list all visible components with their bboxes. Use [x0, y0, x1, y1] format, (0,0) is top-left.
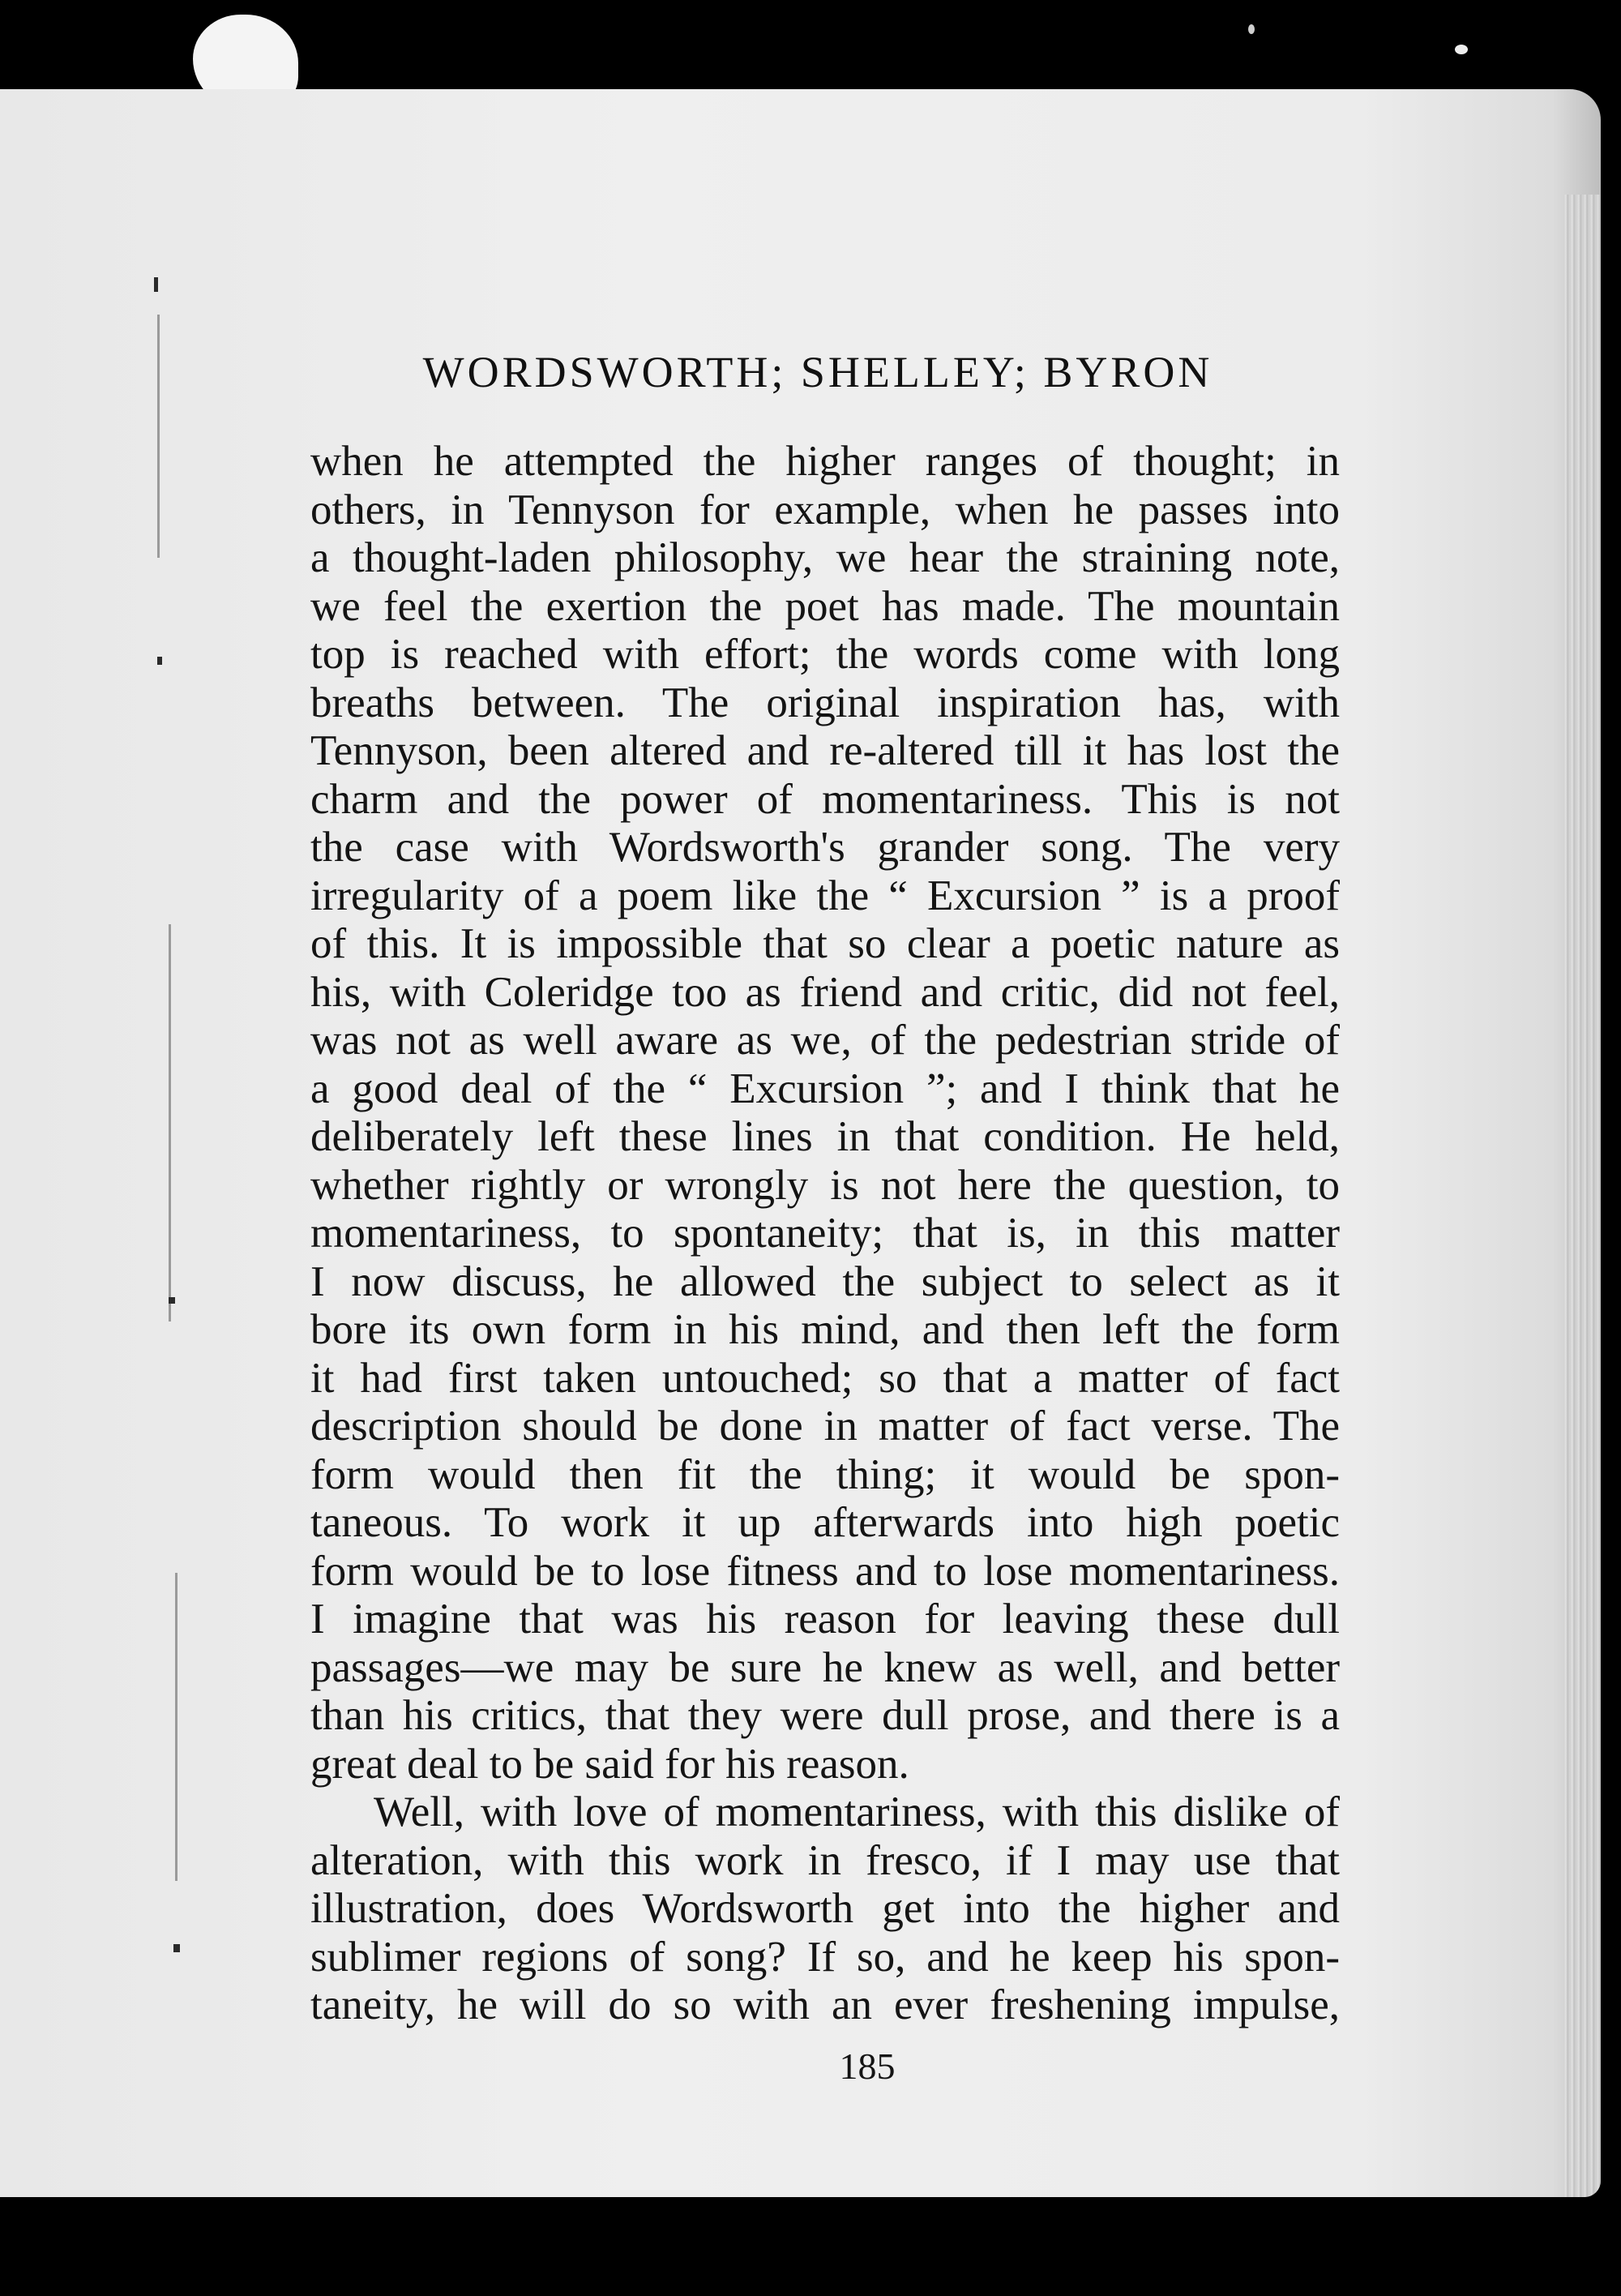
body-line: form would be to lose fitness and to lose momentariness. — [310, 1547, 1340, 1595]
body-line: whether rightly or wrongly is not here the question, to — [310, 1161, 1340, 1209]
body-line: a good deal of the “ Excursion ”; and I think that he — [310, 1064, 1340, 1112]
margin-mark — [169, 924, 171, 1321]
body-line: Tennyson, been altered and re-altered till it has lost the — [310, 727, 1340, 774]
page-edge-shading — [1563, 195, 1601, 2197]
body-line: bore its own form in his mind, and then left the form — [310, 1306, 1340, 1353]
body-line: Well, with love of momentariness, with this dislike of — [374, 1788, 1340, 1836]
margin-mark — [169, 1297, 175, 1304]
body-line: form would then fit the thing; it would be spon- — [310, 1450, 1340, 1498]
body-line: taneous. To work it up afterwards into high poetic — [310, 1499, 1340, 1546]
running-head: WORDSWORTH; SHELLEY; BYRON — [422, 348, 1213, 396]
body-line: I now discuss, he allowed the subject to select as it — [310, 1257, 1340, 1305]
body-line: passages—we may be sure he knew as well, and better — [310, 1643, 1340, 1691]
body-line: others, in Tennyson for example, when he passes into — [310, 486, 1340, 533]
body-line: breaths between. The original inspiration has, with — [310, 679, 1340, 726]
margin-mark — [175, 1573, 177, 1881]
margin-mark — [157, 315, 160, 558]
book-page — [0, 89, 1601, 2197]
body-line: description should be done in matter of fact verse. The — [310, 1403, 1340, 1450]
margin-mark — [173, 1944, 180, 1952]
body-text — [310, 438, 1340, 2030]
body-line: the case with Wordsworth's grander song. The very — [310, 824, 1340, 871]
body-line: momentariness, to spontaneity; that is, in this matter — [310, 1210, 1340, 1257]
margin-mark — [157, 657, 162, 665]
body-line: a thought-laden philosophy, we hear the straining note, — [310, 534, 1340, 581]
body-line: it had first taken untouched; so that a matter of fact — [310, 1354, 1340, 1402]
page-number: 185 — [839, 2045, 896, 2087]
scan-speck — [1248, 24, 1255, 34]
body-line: taneity, he will do so with an ever freshening impulse, — [310, 1981, 1340, 2028]
body-line: top is reached with effort; the words come with long — [310, 631, 1340, 678]
body-line: sublimer regions of song? If so, and he keep his spon- — [310, 1933, 1340, 1981]
body-line: than his critics, that they were dull prose, and there is a — [310, 1692, 1340, 1739]
scan-speck — [1455, 45, 1468, 54]
body-line: irregularity of a poem like the “ Excursion ” is a proof — [310, 872, 1340, 919]
body-line: great deal to be said for his reason. — [310, 1740, 909, 1788]
body-line: charm and the power of momentariness. This is not — [310, 775, 1340, 823]
body-line: when he attempted the higher ranges of thought; in — [310, 438, 1340, 485]
margin-mark — [154, 277, 158, 292]
body-line: was not as well aware as we, of the pedestrian stride of — [310, 1017, 1340, 1064]
body-line: we feel the exertion the poet has made. The mountain — [310, 582, 1340, 630]
body-line: his, with Coleridge too as friend and critic, did not feel, — [310, 968, 1340, 1016]
body-line: I imagine that was his reason for leaving these dull — [310, 1596, 1340, 1643]
body-line: of this. It is impossible that so clear a poetic nature as — [310, 920, 1340, 967]
body-line: illustration, does Wordsworth get into the higher and — [310, 1885, 1340, 1932]
body-line: alteration, with this work in fresco, if I may use that — [310, 1836, 1340, 1884]
body-line: deliberately left these lines in that condition. He held, — [310, 1113, 1340, 1160]
